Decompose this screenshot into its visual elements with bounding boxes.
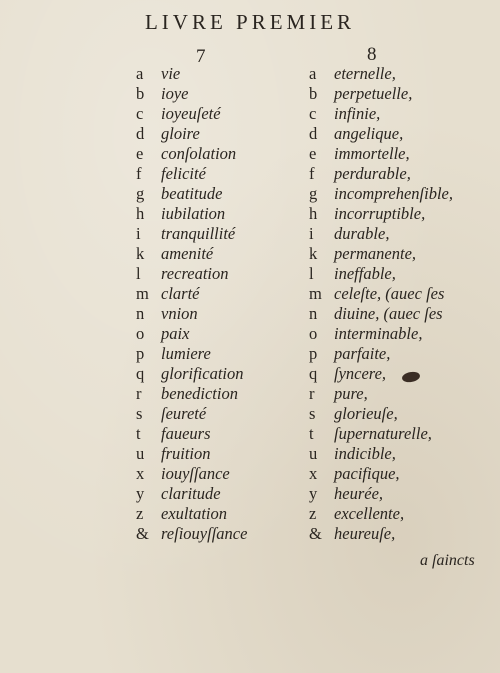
row-word: heureuſe,: [334, 524, 396, 543]
row-word: perdurable,: [334, 164, 411, 183]
row-letter: x: [136, 464, 145, 483]
list-item: [309, 324, 453, 344]
row-word: perpetuelle,: [334, 84, 413, 103]
list-item: [136, 504, 247, 524]
row-letter: s: [136, 404, 143, 423]
list-item: [136, 84, 247, 104]
list-item: [136, 224, 247, 244]
row-letter: x: [309, 464, 318, 483]
list-item: [309, 524, 453, 544]
list-item: [136, 264, 247, 284]
list-item: [309, 284, 453, 304]
row-letter: l: [136, 264, 141, 283]
right-word-column: [309, 64, 453, 544]
list-item: [136, 384, 247, 404]
row-word: exultation: [161, 504, 227, 523]
row-word: amenité: [161, 244, 214, 263]
row-letter: r: [309, 384, 315, 403]
row-letter: g: [309, 184, 318, 203]
row-letter: n: [136, 304, 145, 323]
row-letter: q: [309, 364, 318, 383]
list-item: [136, 184, 247, 204]
running-head: LIVRE PREMIER: [144, 10, 356, 34]
list-item: [309, 424, 453, 444]
row-word: fruition: [161, 444, 211, 463]
row-letter: l: [309, 264, 314, 283]
row-letter: h: [309, 204, 318, 223]
row-word: beatitude: [161, 184, 223, 203]
row-letter: &: [136, 524, 149, 543]
row-letter: c: [309, 104, 317, 123]
list-item: [309, 84, 453, 104]
row-word: vie: [161, 64, 181, 83]
list-item: [309, 344, 453, 364]
catchword: a ſaincts: [420, 552, 475, 569]
row-word: faueurs: [161, 424, 211, 443]
row-word: benediction: [161, 384, 238, 403]
row-letter: z: [309, 504, 317, 523]
row-word: incorruptible,: [334, 204, 426, 223]
list-item: [136, 324, 247, 344]
row-letter: g: [136, 184, 145, 203]
row-letter: o: [136, 324, 145, 343]
row-word: clarté: [161, 284, 200, 303]
list-item: [309, 484, 453, 504]
list-item: [309, 464, 453, 484]
row-letter: y: [309, 484, 318, 503]
row-word: tranquillité: [161, 224, 236, 243]
row-word: ioye: [161, 84, 189, 103]
row-letter: a: [136, 64, 144, 83]
list-item: [136, 484, 247, 504]
row-letter: p: [136, 344, 145, 363]
list-item: [309, 364, 453, 384]
row-letter: i: [136, 224, 141, 243]
row-letter: q: [136, 364, 145, 383]
row-word: indicible,: [334, 444, 396, 463]
list-item: [309, 444, 453, 464]
row-word: paix: [161, 324, 190, 343]
row-word: ſupernaturelle,: [334, 424, 432, 443]
row-word: parfaite,: [334, 344, 391, 363]
list-item: [309, 144, 453, 164]
row-word: vnion: [161, 304, 198, 323]
row-letter: m: [309, 284, 322, 303]
row-word: angelique,: [334, 124, 404, 143]
left-word-column: [136, 64, 247, 544]
list-item: [136, 304, 247, 324]
list-item: [136, 444, 247, 464]
row-word: heurée,: [334, 484, 384, 503]
row-word: ioyeuſeté: [161, 104, 221, 123]
list-item: [136, 244, 247, 264]
row-word: pure,: [334, 384, 368, 403]
list-item: [309, 504, 453, 524]
row-letter: f: [309, 164, 315, 183]
row-letter: m: [136, 284, 149, 303]
row-letter: e: [136, 144, 144, 163]
row-word: felicité: [161, 164, 206, 183]
list-item: [309, 404, 453, 424]
row-letter: b: [136, 84, 145, 103]
row-letter: z: [136, 504, 144, 523]
list-item: [309, 384, 453, 404]
list-item: [309, 304, 453, 324]
row-letter: h: [136, 204, 145, 223]
row-letter: u: [136, 444, 145, 463]
row-letter: r: [136, 384, 142, 403]
list-item: [309, 124, 453, 144]
row-letter: n: [309, 304, 318, 323]
list-item: [136, 104, 247, 124]
row-word: infinie,: [334, 104, 381, 123]
list-item: [309, 164, 453, 184]
row-word: recreation: [161, 264, 229, 283]
row-letter: t: [136, 424, 141, 443]
row-letter: f: [136, 164, 142, 183]
list-item: [309, 104, 453, 124]
list-item: [136, 164, 247, 184]
list-item: [309, 244, 453, 264]
row-word: lumiere: [161, 344, 211, 363]
row-word: durable,: [334, 224, 390, 243]
left-column-number: 7: [196, 46, 206, 67]
row-word: glorification: [161, 364, 244, 383]
row-word: interminable,: [334, 324, 423, 343]
row-letter: b: [309, 84, 318, 103]
right-column-number: 8: [367, 44, 377, 65]
list-item: [136, 344, 247, 364]
row-letter: y: [136, 484, 145, 503]
row-letter: d: [136, 124, 145, 143]
row-word: gloire: [161, 124, 200, 143]
row-word: conſolation: [161, 144, 237, 163]
row-letter: p: [309, 344, 318, 363]
list-item: [136, 284, 247, 304]
row-letter: u: [309, 444, 318, 463]
row-word: celeſte, (auec ſes: [334, 284, 445, 303]
row-word: diuine, (auec ſes: [334, 304, 443, 323]
row-word: ineffable,: [334, 264, 396, 283]
list-item: [309, 204, 453, 224]
row-word: glorieuſe,: [334, 404, 398, 423]
row-word: iouyſſance: [161, 464, 230, 483]
list-item: [309, 184, 453, 204]
list-item: [136, 124, 247, 144]
row-word: ſeureté: [161, 404, 207, 423]
list-item: [309, 224, 453, 244]
row-word: excellente,: [334, 504, 405, 523]
row-letter: i: [309, 224, 314, 243]
row-letter: &: [309, 524, 322, 543]
row-letter: t: [309, 424, 314, 443]
row-letter: a: [309, 64, 317, 83]
list-item: [136, 404, 247, 424]
list-item: [309, 64, 453, 84]
row-word: claritude: [161, 484, 221, 503]
row-word: ſyncere,: [334, 364, 387, 383]
row-word: eternelle,: [334, 64, 396, 83]
row-word: iubilation: [161, 204, 226, 223]
list-item: [136, 424, 247, 444]
row-letter: k: [136, 244, 145, 263]
row-letter: o: [309, 324, 318, 343]
row-word: immortelle,: [334, 144, 410, 163]
row-letter: k: [309, 244, 318, 263]
row-letter: s: [309, 404, 316, 423]
list-item: [309, 264, 453, 284]
row-word: pacifique,: [334, 464, 400, 483]
row-letter: d: [309, 124, 318, 143]
row-word: permanente,: [334, 244, 417, 263]
list-item: [136, 464, 247, 484]
row-letter: e: [309, 144, 317, 163]
row-word: reſiouyſſance: [161, 524, 248, 543]
list-item: [136, 524, 247, 544]
row-word: incomprehenſible,: [334, 184, 453, 203]
list-item: [136, 204, 247, 224]
list-item: [136, 364, 247, 384]
list-item: [136, 144, 247, 164]
list-item: [136, 64, 247, 84]
row-letter: c: [136, 104, 144, 123]
